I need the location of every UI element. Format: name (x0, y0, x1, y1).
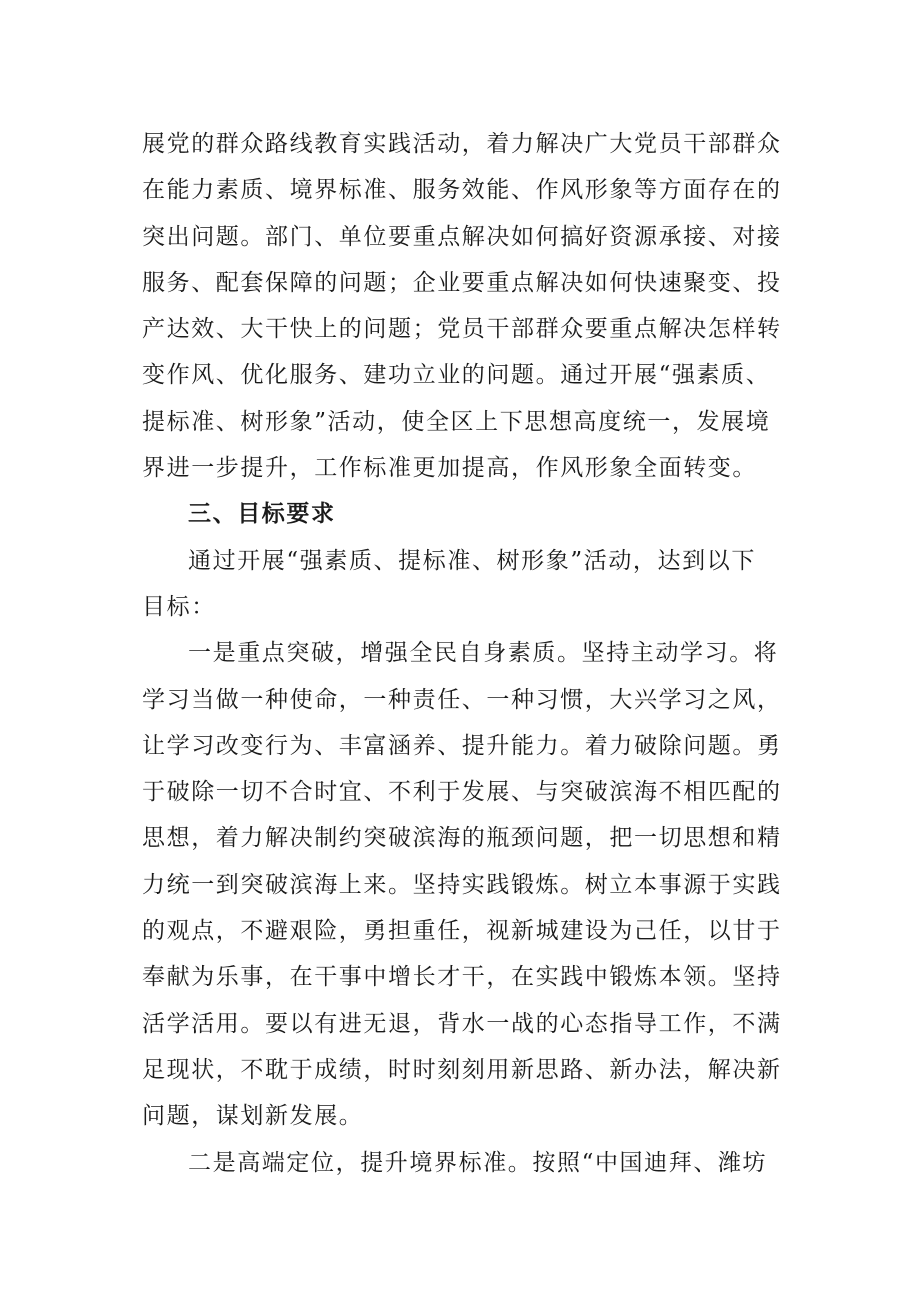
text-line: 思想，着力解决制约突破滨海的瓶颈问题，把一切思想和精 (142, 825, 782, 852)
text-line: 界进一步提升，工作标准更加提高，作风形象全面转变。 (142, 455, 757, 482)
text-line: 足现状，不耽于成绩，时时刻刻用新思路、新办法，解决新 (142, 1056, 782, 1083)
text-line: 产达效、大干快上的问题；党员干部群众要重点解决怎样转 (142, 316, 782, 343)
paragraph-start-line: 一是重点突破，增强全民自身素质。坚持主动学习。将 (188, 640, 779, 667)
text-line: 展党的群众路线教育实践活动，着力解决广大党员干部群众 (142, 131, 782, 157)
text-line: 变作风、优化服务、建功立业的问题。通过开展“强素质、 (142, 362, 771, 389)
text-line: 让学习改变行为、丰富涵养、提升能力。着力破除问题。勇 (142, 732, 782, 759)
text-line: 目标： (142, 593, 216, 620)
text-line: 在能力素质、境界标准、服务效能、作风形象等方面存在的 (142, 177, 782, 204)
paragraph-start-line: 通过开展“强素质、提标准、树形象”活动，达到以下 (188, 547, 756, 574)
text-line: 活学活用。要以有进无退，背水一战的心态指导工作，不满 (142, 1010, 782, 1037)
text-line: 服务、配套保障的问题；企业要重点解决如何快速聚变、投 (142, 269, 782, 296)
section-heading: 三、目标要求 (188, 501, 336, 528)
body-text (142, 121, 782, 1186)
text-line: 学习当做一种使命，一种责任、一种习惯，大兴学习之风， (142, 686, 782, 713)
text-line: 的观点，不避艰险，勇担重任，视新城建设为己任，以甘于 (142, 918, 782, 945)
text-line: 于破除一切不合时宜、不利于发展、与突破滨海不相匹配的 (142, 779, 782, 806)
paragraph-start-line: 二是高端定位，提升境界标准。按照“中国迪拜、潍坊 (188, 1149, 768, 1176)
text-line: 力统一到突破滨海上来。坚持实践锻炼。树立本事源于实践 (142, 871, 782, 898)
text-line: 奉献为乐事，在干事中增长才干，在实践中锻炼本领。坚持 (142, 964, 782, 991)
text-line: 提标准、树形象”活动，使全区上下思想高度统一，发展境 (142, 408, 771, 435)
text-line: 突出问题。部门、单位要重点解决如何搞好资源承接、对接 (142, 223, 782, 250)
text-line: 问题，谋划新发展。 (142, 1103, 364, 1130)
